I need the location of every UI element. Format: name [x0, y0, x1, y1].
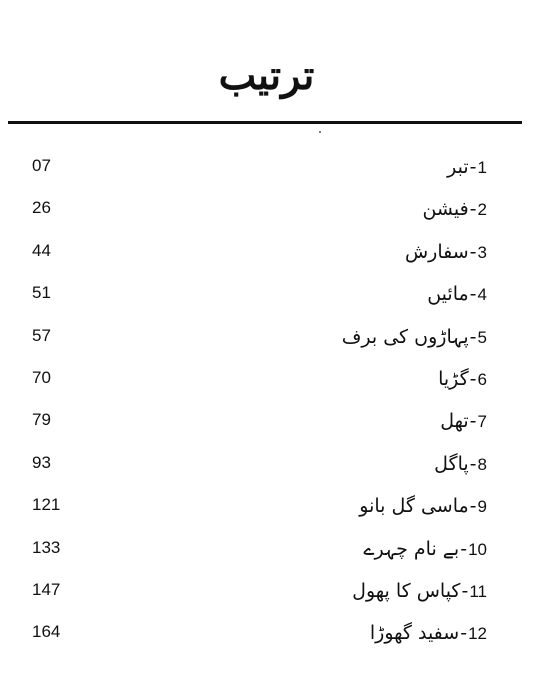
toc-entry-label [434, 449, 487, 480]
toc-entry-title: مائیں [427, 283, 469, 306]
toc-page-number: 44 [32, 240, 51, 260]
toc-entry [0, 273, 533, 315]
toc-entry-label [363, 534, 487, 565]
toc-entry-title: سفارش [404, 240, 469, 263]
toc-page-number: 07 [32, 156, 51, 175]
toc-entry-label [427, 279, 487, 310]
toc-entry-label [440, 406, 487, 437]
toc-entry-label [370, 618, 487, 649]
toc-entry-number: 11 [469, 581, 487, 601]
toc-entry-dash: - [469, 367, 477, 390]
toc-entry-number: 12 [468, 624, 487, 644]
toc-entry-label [422, 194, 487, 225]
toc-entry-number: 1 [477, 158, 487, 177]
toc-entry-dash: - [461, 579, 469, 602]
toc-entry-title: بے نام چہرے [363, 537, 460, 560]
toc-entry-dash: - [460, 537, 468, 560]
toc-page-number: 70 [32, 367, 51, 387]
toc-entry-title: پہاڑوں کی برف [341, 325, 469, 348]
toc-entry-label [352, 576, 487, 607]
toc-entry [0, 358, 533, 400]
toc-entry-number: 8 [477, 454, 487, 474]
toc-entry-number: 4 [477, 285, 487, 305]
toc-entry-dash: - [469, 198, 477, 221]
toc-entry-label [438, 364, 487, 395]
toc-entry [0, 570, 533, 612]
toc-entry [0, 485, 533, 527]
toc-entry-dash: - [469, 410, 477, 433]
toc-entry-number: 6 [477, 369, 487, 389]
toc-page-number: 57 [32, 325, 51, 345]
toc-entry-title: تھل [440, 410, 469, 433]
toc-entry-title: فیشن [422, 198, 469, 221]
toc-entry-label [405, 237, 487, 268]
toc-entry-title: سفید گھوڑا [369, 622, 460, 645]
toc-page-number: 79 [32, 410, 51, 430]
toc-entry-number: 10 [468, 539, 487, 559]
toc-entry-title: کپاس کا پھول [352, 579, 461, 602]
print-speck [319, 131, 321, 133]
toc-entry-label [342, 322, 487, 353]
toc-entry-title: ماسی گل بانو [359, 495, 469, 518]
toc-entry-dash: - [469, 156, 477, 178]
toc-entry-dash: - [469, 452, 477, 475]
toc-entry [0, 612, 533, 654]
toc-page-number: 133 [32, 537, 61, 557]
toc-entry-dash: - [460, 622, 468, 645]
toc-entry-dash: - [469, 283, 477, 306]
toc-page-number: 164 [32, 622, 61, 642]
toc-entry [0, 188, 533, 230]
toc-entry [0, 146, 533, 188]
toc-entry-dash: - [469, 240, 477, 263]
toc-entry-title: گڑیا [438, 367, 469, 390]
toc-entry-label [359, 491, 487, 522]
toc-entry-number: 9 [477, 497, 487, 517]
toc-entry-number: 3 [477, 242, 487, 262]
toc-entry [0, 528, 533, 570]
toc-entry-dash: - [469, 325, 477, 348]
toc-entry-number: 5 [477, 327, 487, 347]
toc-page-number: 93 [32, 452, 51, 472]
toc-entry-dash: - [469, 495, 477, 518]
title-divider [8, 121, 522, 124]
toc-entry [0, 231, 533, 273]
page-title: ترتیب [218, 52, 315, 99]
toc-entry-number: 7 [477, 412, 487, 432]
toc-entry-title: تبر [447, 156, 469, 178]
toc-entry-label [447, 152, 487, 183]
toc-page-number: 121 [32, 495, 61, 515]
toc-entry [0, 400, 533, 442]
toc-entry [0, 443, 533, 485]
toc-page-number: 26 [32, 198, 51, 218]
toc-entry-title: پاگل [434, 452, 469, 475]
toc-page-number: 51 [32, 283, 51, 303]
toc-entry-number: 2 [477, 200, 487, 220]
table-of-contents [0, 146, 533, 655]
toc-entry [0, 316, 533, 358]
toc-page-number: 147 [32, 579, 61, 599]
